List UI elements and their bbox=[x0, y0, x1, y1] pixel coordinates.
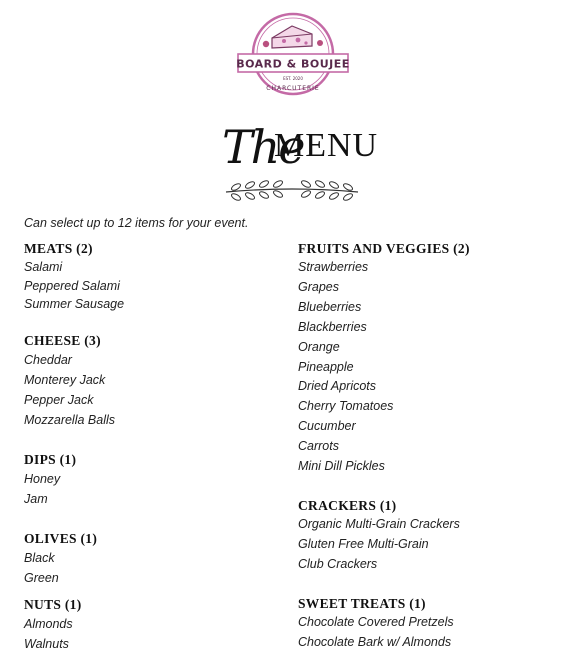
menu-item: Chocolate Bark w/ Almonds bbox=[298, 634, 452, 649]
section-heading: FRUITS AND VEGGIES (2) bbox=[298, 241, 470, 256]
section-heading: OLIVES (1) bbox=[24, 531, 98, 546]
section-crackers bbox=[298, 497, 460, 575]
menu-item: Mozzarella Balls bbox=[24, 413, 116, 427]
menu-item: Cherry Tomatoes bbox=[298, 399, 394, 414]
section-olives bbox=[24, 530, 97, 588]
menu-item: Salami bbox=[24, 260, 63, 274]
menu-item: Honey bbox=[24, 472, 61, 486]
menu-item: Orange bbox=[298, 339, 340, 354]
section-fruits-and-veggies bbox=[298, 240, 470, 477]
menu-item: Black bbox=[24, 551, 55, 565]
menu-item: Walnuts bbox=[24, 637, 69, 651]
board-and-boujee-logo bbox=[236, 10, 350, 102]
menu-item: Blackberries bbox=[298, 319, 367, 334]
menu-item: Peppered Salami bbox=[24, 278, 120, 293]
menu-item: Carrots bbox=[298, 439, 339, 454]
menu-item: Almonds bbox=[24, 617, 73, 631]
menu-item: Summer Sausage bbox=[24, 297, 125, 311]
menu-item: Green bbox=[24, 571, 59, 585]
menu-item: Chocolate Covered Pretzels bbox=[298, 615, 454, 629]
section-heading: SWEET TREATS (1) bbox=[298, 596, 426, 611]
menu-item: Pineapple bbox=[298, 359, 354, 374]
menu-item: Organic Multi-Grain Crackers bbox=[298, 517, 460, 531]
section-nuts bbox=[24, 596, 82, 654]
section-cheese bbox=[24, 332, 115, 430]
logo-text: BOARD & BOUJEE bbox=[236, 57, 350, 71]
laurel-divider-icon bbox=[222, 178, 362, 206]
logo-subtitle: CHARCUTERIE bbox=[266, 85, 320, 92]
menu-item: Cheddar bbox=[24, 353, 72, 367]
section-heading: NUTS (1) bbox=[24, 597, 82, 612]
section-heading: MEATS (2) bbox=[24, 241, 93, 256]
section-sweet-treats bbox=[298, 595, 454, 653]
menu-item: Jam bbox=[24, 492, 48, 506]
menu-item: Strawberries bbox=[298, 260, 369, 274]
menu-item: Cucumber bbox=[298, 419, 356, 434]
section-heading: CHEESE (3) bbox=[24, 333, 101, 348]
section-heading: DIPS (1) bbox=[24, 452, 77, 467]
intro-text: Can select up to 12 items for your event. bbox=[24, 216, 249, 230]
menu-item: Mini Dill Pickles bbox=[298, 459, 385, 474]
section-dips bbox=[24, 451, 76, 509]
menu-item: Gluten Free Multi-Grain bbox=[298, 536, 429, 551]
menu-item: Monterey Jack bbox=[24, 373, 106, 387]
menu-title bbox=[0, 116, 586, 178]
title-main: MENU bbox=[274, 127, 379, 164]
section-meats bbox=[24, 240, 124, 314]
logo-est: EST. 2020 bbox=[283, 76, 303, 81]
menu-item: Dried Apricots bbox=[298, 379, 377, 394]
menu-item: Blueberries bbox=[298, 299, 362, 314]
section-heading: CRACKERS (1) bbox=[298, 498, 397, 513]
menu-item: Pepper Jack bbox=[24, 393, 94, 407]
menu-item: Grapes bbox=[298, 279, 339, 294]
menu-item: Club Crackers bbox=[298, 556, 378, 571]
title-script: The bbox=[222, 120, 304, 174]
